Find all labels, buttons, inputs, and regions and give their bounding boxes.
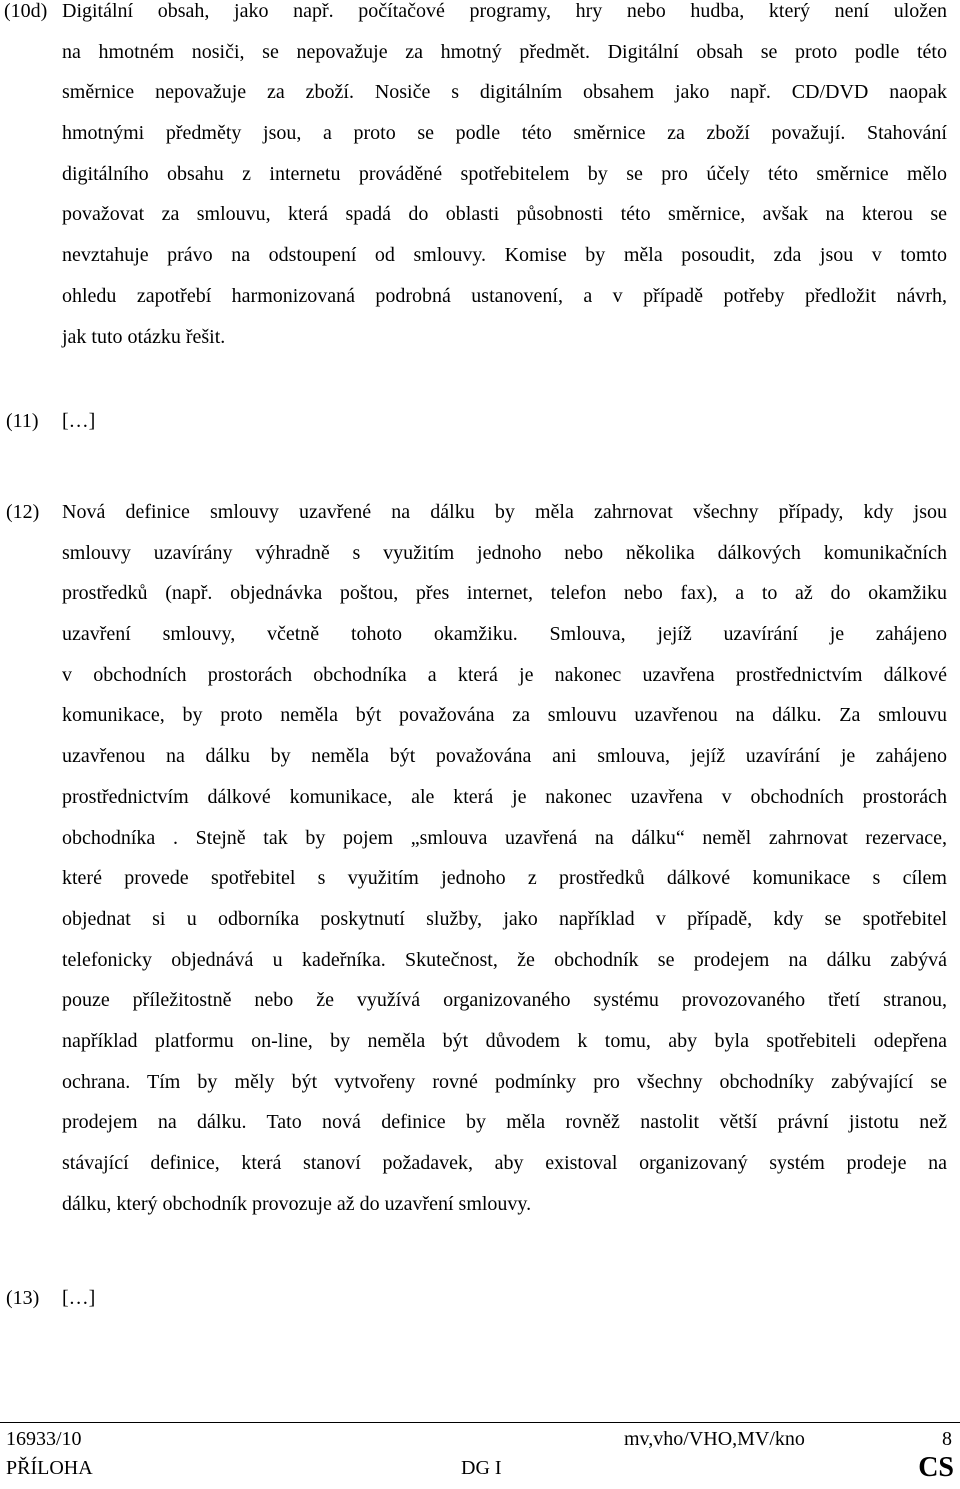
text-line: objednat si u odborníka poskytnutí služby, jako například v případě, kdy se spotřebitel bbox=[62, 907, 947, 930]
text-line: jak tuto otázku řešit. bbox=[62, 325, 226, 348]
text-line: ohledu zapotřebí harmonizovaná podrobná ustanovení, a v případě potřeby předložit návrh, bbox=[62, 284, 947, 307]
text-line: v obchodních prostorách obchodníka a která je nakonec uzavřena prostřednictvím dálkové bbox=[62, 663, 947, 686]
text-line: digitálního obsahu z internetu prováděné spotřebitelem by se pro účely této směrnice mělo bbox=[62, 162, 947, 185]
omitted-text-marker: […] bbox=[62, 1287, 96, 1309]
text-line: komunikace, by proto neměla být považována za smlouvu uzavřenou na dálku. Za smlouvu bbox=[62, 704, 947, 727]
text-line: považovat za smlouvu, která spadá do oblasti působnosti této směrnice, avšak na kterou se bbox=[62, 203, 947, 226]
text-line: stávající definice, která stanoví požadavek, aby existoval organizovaný systém prodeje na bbox=[62, 1152, 947, 1174]
page-number: 8 bbox=[942, 1428, 952, 1450]
document-number: 16933/10 bbox=[6, 1428, 82, 1450]
text-line: které provede spotřebitel s využitím jednoho z prostředků dálkové komunikace s cílem bbox=[62, 867, 947, 890]
text-line: uzavření smlouvy, včetně tohoto okamžiku. Smlouva, jejíž uzavírání je zahájeno bbox=[62, 623, 947, 646]
text-line: uzavřenou na dálku by neměla být považována ani smlouva, jejíž uzavírání je zahájeno bbox=[62, 745, 947, 768]
footer-divider bbox=[0, 1422, 960, 1423]
text-line: obchodníka . Stejně tak by pojem „smlouva uzavřená na dálku“ neměl zahrnovat rezervace, bbox=[62, 826, 947, 849]
text-line: pouze příležitostně nebo že využívá organizovaného systému provozovaného třetí stranou, bbox=[62, 989, 947, 1012]
paragraph-number: (10d) bbox=[4, 0, 48, 22]
author-initials: mv,vho/VHO,MV/kno bbox=[624, 1428, 805, 1450]
paragraph-text bbox=[62, 0, 947, 357]
omitted-text-marker: […] bbox=[62, 410, 96, 432]
text-line: prostřednictvím dálkové komunikace, ale která je nakonec uzavřena v obchodních prostorách bbox=[62, 785, 947, 808]
text-line: ochrana. Tím by měly být vytvořeny rovné podmínky pro všechny obchodníky zabývající se bbox=[62, 1070, 947, 1093]
paragraph-text bbox=[62, 492, 947, 1224]
paragraph-number: (12) bbox=[6, 501, 40, 523]
directorate-label: DG I bbox=[461, 1457, 502, 1479]
text-line: například platformu on-line, by neměla být důvodem k tomu, aby byla spotřebiteli odepřena bbox=[62, 1029, 947, 1052]
paragraph-number: (11) bbox=[6, 410, 39, 432]
text-line: nevztahuje právo na odstoupení od smlouvy. Komise by měla posoudit, zda jsou v tomto bbox=[62, 244, 947, 267]
text-line: prostředků (např. objednávka poštou, přes internet, telefon nebo fax), a to až do okamžiku bbox=[62, 582, 947, 605]
text-line: prodejem na dálku. Tato nová definice by měla rovněž nastolit větší právní jistotu než bbox=[62, 1111, 947, 1134]
language-code: CS bbox=[918, 1452, 954, 1483]
paragraph-12 bbox=[0, 492, 960, 1224]
text-line: směrnice nepovažuje za zboží. Nosiče s digitálním obsahem jako např. CD/DVD naopak bbox=[62, 81, 947, 104]
text-line: na hmotném nosiči, se nepovažuje za hmotný předmět. Digitální obsah se proto podle této bbox=[62, 40, 947, 63]
paragraph-10d bbox=[0, 0, 960, 357]
text-line: Nová definice smlouvy uzavřené na dálku by měla zahrnovat všechny případy, kdy jsou bbox=[62, 501, 947, 523]
text-line: dálku, který obchodník provozuje až do uzavření smlouvy. bbox=[62, 1192, 532, 1215]
annex-label: PŘÍLOHA bbox=[6, 1457, 93, 1479]
paragraph-number: (13) bbox=[6, 1287, 40, 1309]
text-line: hmotnými předměty jsou, a proto se podle této směrnice za zboží považují. Stahování bbox=[62, 122, 947, 145]
text-line: telefonicky objednává u kadeřníka. Skutečnost, že obchodník se prodejem na dálku zabývá bbox=[62, 948, 947, 971]
text-line: smlouvy uzavírány výhradně s využitím jednoho nebo několika dálkových komunikačních bbox=[62, 541, 947, 564]
text-line: Digitální obsah, jako např. počítačové programy, hry nebo hudba, který není uložen bbox=[62, 0, 947, 22]
